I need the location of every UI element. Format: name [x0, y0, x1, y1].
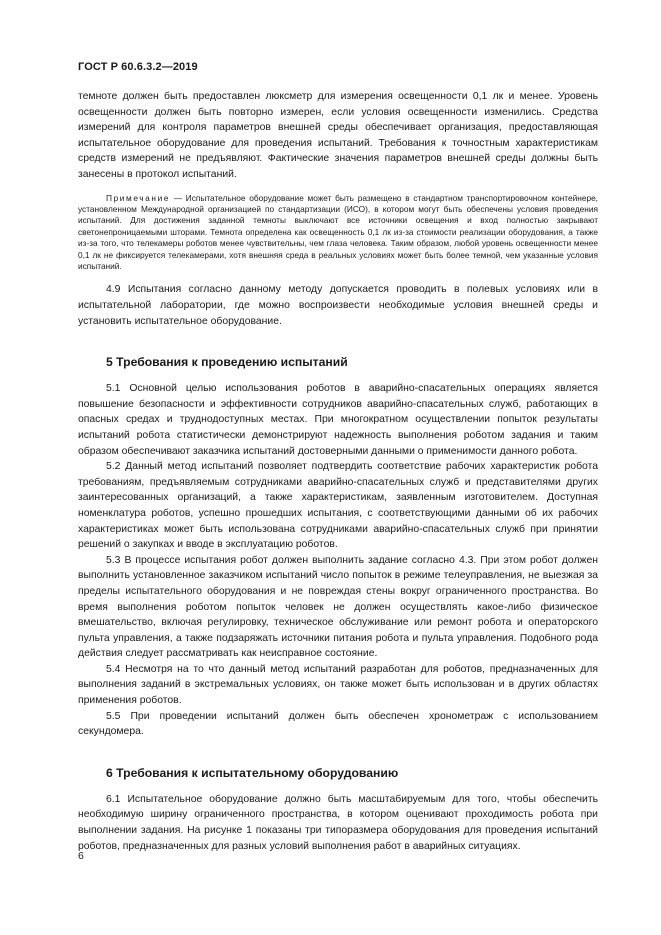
clause-5-4: 5.4 Несмотря на то что данный метод испытаний разработан для роботов, предназначенных для выполнения заданий в экстремальных условиях, он также может быть использован и в других областях применения роботов.	[78, 663, 598, 707]
clause-5-2: 5.2 Данный метод испытаний позволяет подтвердить соответствие рабочих характеристик робота требованиям, предъявляемым сотрудниками аварийно-спасательных служб и представителями других заинтересованных организаций, а также характеристикам, заявленным изготовителем. Доступная номенклатура роботов, успешно прошедших испытания, с соответствующими данными об их рабочих характеристиках может быть использована сотрудниками аварийно-спасательных служб при принятии решений о закупках и вводе в эксплуатацию роботов.	[78, 461, 598, 551]
note-label: Примечание	[106, 192, 171, 203]
clause-6-1: 6.1 Испытательное оборудование должно быть масштабируемым для того, чтобы обеспечить необходимую ширину ограниченного пространства, в котором оценивают проходимость робота при выполнении задания. На рисунке 1 показаны три типоразмера оборудования для проведения испытаний роботов, предназначенных для разных условий выполнения работ в аварийных ситуациях.	[78, 793, 598, 852]
clause-5-5: 5.5 При проведении испытаний должен быть обеспечен хронометраж с использованием секундомера.	[78, 710, 598, 738]
clause-5-1: 5.1 Основной целью использования роботов в аварийно-спасательных операциях является повышение безопасности и эффективности сотрудников аварийно-спасательных служб, работающих в опасных средах и труднодоступных местах. При многократном осуществлении попыток результаты испытаний робота статистически демонстрируют надежность выполнения роботом задания и таким образом обеспечивают заказчика испытаний достоверными данными о применимости данного робота.	[78, 383, 598, 457]
note-text: — Испытательное оборудование может быть размещено в стандартном транспортировочном контейнере, установленном Международной организацией по стандартизации (ИСО), в котором могут быть обеспечены условия проведения испытаний. Для достижения заданной темноты выключают все источники освещения и вход полностью закрывают светонепроницаемыми шторами. Темнота определена как освещенность 0,1 лк из-за стоимости реализации оборудования, а также из-за того, что телекамеры роботов менее чувствительны, чем глаза человека. Таким образом, любой уровень освещенности менее 0,1 лк не фиксируется телекамерами, хотя внешняя среда в реальных условиях может быть более темной, чем указанные условия испытаний.	[78, 192, 598, 271]
clause-4-9: 4.9 Испытания согласно данному методу допускается проводить в полевых условиях или в испытательной лаборатории, где можно воспроизвести необходимые условия внешней среды и установить испытательное оборудование.	[78, 284, 598, 327]
section-6-title: 6 Требования к испытательному оборудованию	[106, 765, 399, 780]
intro-paragraph: темноте должен быть предоставлен люксметр для измерения освещенности 0,1 лк и менее. Уровень освещенности должен быть повторно измерен, если условия освещенности изменились. Средства измерений для контроля параметров внешней среды обеспечивает организация, предоставляющая испытательное оборудование для проведения испытаний. Требования к точностным характеристикам средств измерений не предъявляют. Фактические значения параметров внешней среды должны быть занесены в протокол испытаний.	[78, 91, 598, 180]
page-number: 6	[78, 850, 84, 862]
clause-5-3: 5.3 В процессе испытания робот должен выполнить задание согласно 4.3. При этом робот должен выполнить установленное заказчиком испытаний число попыток в режиме телеуправления, не выезжая за пределы испытательного оборудования и не повреждая стены вокруг ограниченного пространства. Во время выполнения роботом попыток человек не должен осуществлять какое-либо физическое вмешательство, включая регулировку, техническое обслуживание или ремонт робота и операторского пульта управления, а также подзаряжать источники питания робота и пульта управления. Подобного рода действия следует рассматривать как неисправное состояние.	[78, 554, 598, 660]
section-5-title: 5 Требования к проведению испытаний	[106, 355, 348, 370]
note-paragraph	[78, 193, 598, 273]
document-code-header: ГОСТ Р 60.6.3.2—2019	[78, 61, 198, 73]
page-body	[78, 89, 598, 854]
